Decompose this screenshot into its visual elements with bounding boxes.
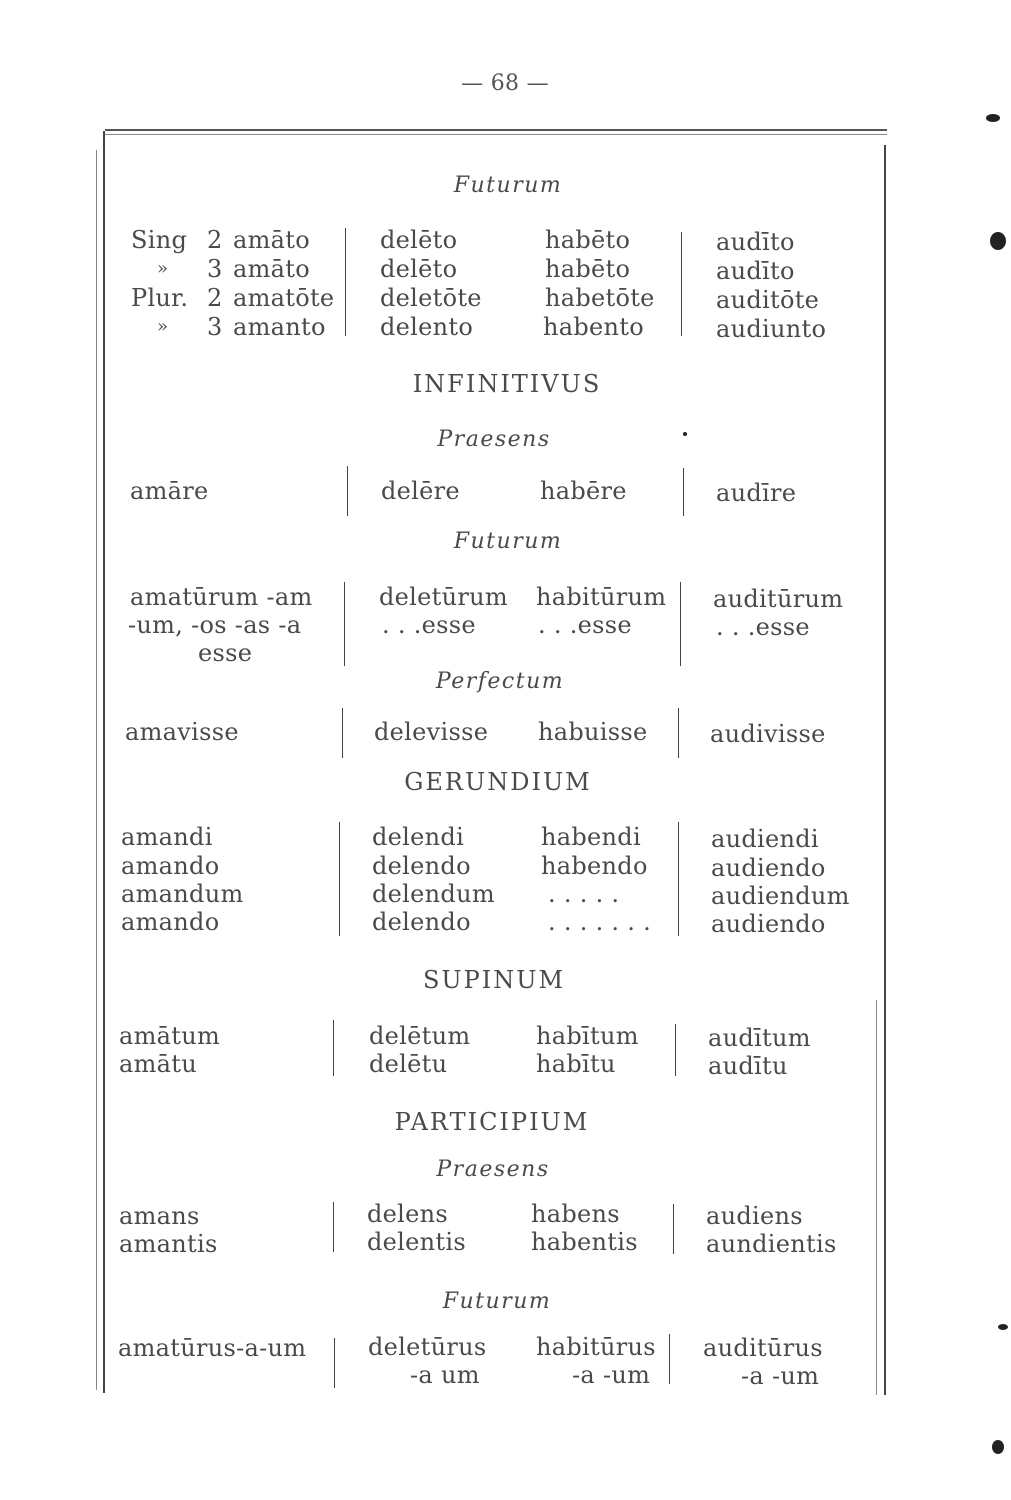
ink-speck <box>998 1324 1008 1330</box>
conj4-form: audiendo <box>711 910 826 938</box>
conj2a-form: delento <box>380 313 474 341</box>
conj4-form: aundientis <box>706 1230 837 1258</box>
conj1-form: amāto <box>233 255 310 283</box>
conj2a-form: delendum <box>372 880 495 908</box>
perfectum-heading: Perfectum <box>435 669 565 694</box>
conj2a-form: delendo <box>372 852 471 880</box>
conj2b-form: habēto <box>545 226 631 254</box>
left-border <box>103 131 105 1393</box>
conj2a-form: . . .esse <box>382 611 476 639</box>
column-divider <box>678 708 679 758</box>
column-divider <box>675 1024 676 1076</box>
conj2a-form: delentis <box>367 1228 466 1256</box>
column-divider <box>678 822 679 936</box>
conj1-form: amantis <box>119 1230 218 1258</box>
conj4-form: audiens <box>706 1202 803 1230</box>
left-border-inner <box>96 150 97 1390</box>
conj2b-form: habentis <box>531 1228 638 1256</box>
conj2a-form: delendi <box>372 823 465 851</box>
top-rule <box>105 129 887 131</box>
column-divider <box>333 1202 334 1252</box>
conj2b-form: habetōte <box>545 284 655 312</box>
column-divider <box>342 708 343 758</box>
conj4-form: audiunto <box>716 315 827 343</box>
praesens-heading: Praesens <box>437 427 551 452</box>
conj2a-form: delētum <box>369 1022 471 1050</box>
conj4-form: audīto <box>716 228 795 256</box>
conj2b-form: habītum <box>536 1022 639 1050</box>
conj2b-form: habens <box>531 1200 620 1228</box>
conj2b-form: habītu <box>536 1050 616 1078</box>
conj4-form: audiendi <box>711 825 819 853</box>
conj1-form: esse <box>198 639 253 667</box>
column-divider <box>347 466 348 516</box>
column-divider <box>334 1338 335 1388</box>
ink-speck <box>992 1440 1004 1454</box>
supinum-heading: SUPINUM <box>422 966 566 994</box>
conj4-form: audivisse <box>710 720 826 748</box>
conj1-form: amandum <box>121 880 244 908</box>
number-label: Sing <box>131 226 188 254</box>
conj1-form: amavisse <box>125 718 239 746</box>
column-divider <box>344 582 345 666</box>
conj2b-form: -a -um <box>572 1361 651 1389</box>
person-number: 3 <box>207 313 223 341</box>
conj2a-form: deletūrum <box>379 583 508 611</box>
conj1-form: amatōte <box>233 284 335 312</box>
conj4-form: . . .esse <box>716 613 810 641</box>
conj1-form: amāto <box>233 226 310 254</box>
conj2b-form: . . .esse <box>538 611 632 639</box>
conj4-form: audiendum <box>711 882 850 910</box>
conj2b-form: habēto <box>545 255 631 283</box>
column-divider <box>333 1020 334 1076</box>
ink-speck <box>683 432 687 436</box>
conj2b-form: . . . . . <box>548 880 620 908</box>
column-divider <box>339 822 340 936</box>
right-border-inner <box>876 1000 877 1395</box>
conj4-form: auditūrus <box>703 1334 823 1362</box>
conj1-form: amatūrus-a-um <box>118 1334 307 1362</box>
conj2a-form: delētu <box>369 1050 448 1078</box>
conj2a-form: deletōte <box>380 284 482 312</box>
conj2b-form: habendi <box>541 823 641 851</box>
conj2a-form: delendo <box>372 908 471 936</box>
conj2a-form: deletūrus <box>368 1333 487 1361</box>
column-divider <box>669 1334 670 1384</box>
praesens-heading: Praesens <box>436 1157 550 1182</box>
person-number: 2 <box>207 226 223 254</box>
conj4-form: audīto <box>716 257 795 285</box>
conj1-form: amanto <box>233 313 326 341</box>
column-divider <box>673 1204 674 1254</box>
infinitivus-heading: INFINITIVUS <box>412 370 602 398</box>
conj4-form: auditōte <box>716 286 820 314</box>
conj2b-form: habuisse <box>538 718 648 746</box>
futurum-heading: Futurum <box>453 173 563 198</box>
column-divider <box>681 232 682 336</box>
conj4-form: auditūrum <box>713 585 844 613</box>
conj4-form: audītum <box>708 1024 811 1052</box>
ink-speck <box>986 114 1000 122</box>
conj4-form: audītu <box>708 1052 788 1080</box>
conj2a-form: -a um <box>410 1361 480 1389</box>
person-number: 2 <box>207 284 223 312</box>
column-divider <box>345 228 346 336</box>
number-label: Plur. <box>131 284 189 312</box>
gerundium-heading: GERUNDIUM <box>404 768 592 796</box>
conj2b-form: habitūrum <box>536 583 667 611</box>
conj1-form: amatūrum -am <box>130 583 313 611</box>
conj2b-form: habento <box>543 313 644 341</box>
conj2a-form: delēto <box>380 255 458 283</box>
right-border <box>884 145 886 1395</box>
conj4-form: -a -um <box>741 1362 820 1390</box>
conj1-form: amando <box>121 852 220 880</box>
ditto-mark: » <box>157 316 169 337</box>
conj1-form: -um, -os -as -a <box>128 611 302 639</box>
column-divider <box>683 468 684 516</box>
conj2b-form: habitūrus <box>536 1333 656 1361</box>
conj1-form: amandi <box>121 823 213 851</box>
conj4-form: audiendo <box>711 854 826 882</box>
conj1-form: amando <box>121 908 220 936</box>
conj2b-form: habendo <box>541 852 648 880</box>
conj2a-form: delens <box>367 1200 449 1228</box>
conj1-form: amātu <box>119 1050 197 1078</box>
ink-speck <box>990 232 1006 250</box>
page-number: — 68 — <box>461 71 549 96</box>
conj2b-form: habēre <box>540 477 627 505</box>
futurum-heading: Futurum <box>453 529 563 554</box>
top-rule-thin <box>105 134 887 135</box>
conj1-form: amans <box>119 1202 200 1230</box>
conj1-form: amāre <box>130 477 209 505</box>
conj4-form: audīre <box>716 479 797 507</box>
ditto-mark: » <box>157 258 169 279</box>
conj2a-form: delevisse <box>374 718 489 746</box>
conj2a-form: delēto <box>380 226 458 254</box>
column-divider <box>680 582 681 666</box>
futurum-heading: Futurum <box>442 1289 552 1314</box>
conj2b-form: . . . . . . . <box>548 908 652 936</box>
conj2a-form: delēre <box>381 477 460 505</box>
conj1-form: amātum <box>119 1022 221 1050</box>
person-number: 3 <box>207 255 223 283</box>
participium-heading: PARTICIPIUM <box>394 1108 590 1136</box>
